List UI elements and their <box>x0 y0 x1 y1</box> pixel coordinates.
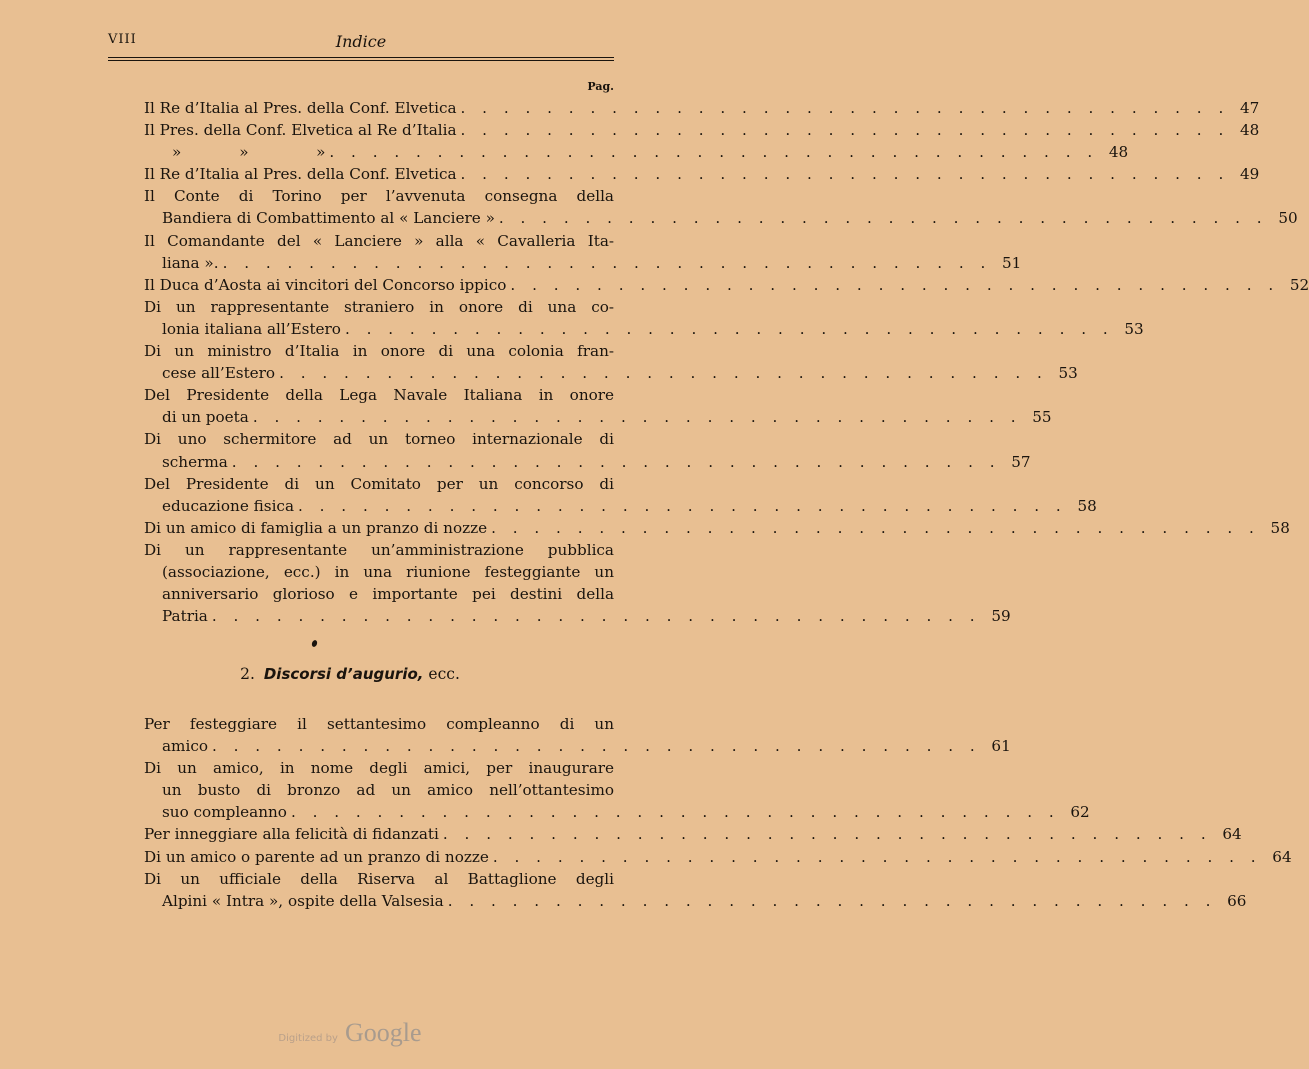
entry-text: Di un amico o parente ad un pranzo di nozze <box>144 847 489 866</box>
entry-text: lonia italiana all’Estero <box>162 319 341 338</box>
page-reference: 64 <box>1272 847 1292 866</box>
entry-line <box>144 252 1022 274</box>
entry-line <box>144 340 614 362</box>
index-entry <box>144 713 1011 757</box>
entry-text: Di un ufficiale della Riserva al Battaglione degli <box>144 869 614 888</box>
watermark-small-text: Digitized by <box>278 1033 338 1044</box>
index-list-section-1 <box>144 97 1309 627</box>
entry-line <box>144 141 1129 163</box>
entry-text: Il Conte di Torino per l’avvenuta consegna della <box>144 187 614 206</box>
running-header <box>108 32 614 54</box>
index-entry <box>144 428 1031 472</box>
entry-text: Del Presidente della Lega Navale Italiana in onore <box>144 386 614 405</box>
dot-leader: . . . . . . . . . . . . . . . . . . . . . . . . . . . . . . . . . . . . <box>298 496 1067 515</box>
page-reference: 59 <box>991 607 1011 626</box>
index-entry <box>144 384 1052 428</box>
index-entry <box>144 230 1022 274</box>
entry-line <box>144 451 1031 473</box>
page-reference: 57 <box>1011 452 1031 471</box>
entry-line <box>144 779 614 801</box>
dot-leader: . . . . . . . . . . . . . . . . . . . . . . . . . . . . . . . . . . . . <box>460 121 1230 140</box>
entry-line <box>144 97 1260 119</box>
digitization-watermark <box>0 1018 700 1048</box>
index-entry <box>144 517 1290 539</box>
entry-line <box>144 713 614 735</box>
ink-mark <box>311 639 318 647</box>
entry-text: Per festeggiare il settantesimo compleanno di un <box>144 715 614 733</box>
entry-line <box>144 495 1097 517</box>
entry-text: educazione fisica <box>162 496 294 515</box>
dot-leader: . . . . . . . . . . . . . . . . . . . . . . . . . . . . . . . . . . . . <box>442 825 1212 844</box>
index-entry <box>144 296 1144 340</box>
entry-line <box>144 296 614 318</box>
entry-line <box>144 823 1242 845</box>
index-entry <box>144 185 1298 229</box>
page-reference: 52 <box>1289 275 1309 294</box>
entry-line <box>144 605 1011 627</box>
entry-line <box>144 868 614 890</box>
page-reference: 48 <box>1108 143 1129 162</box>
entry-text: Il Re d’Italia al Pres. della Conf. Elvetica <box>144 165 457 184</box>
entry-line <box>144 406 1052 428</box>
dot-leader: . . . . . . . . . . . . . . . . . . . . . . . . . . . . . . . . . . . . <box>460 165 1230 184</box>
entry-text: Il Pres. della Conf. Elvetica al Re d’Italia <box>144 121 457 140</box>
entry-text: Di un amico, in nome degli amici, per inaugurare <box>144 759 614 778</box>
index-entry <box>144 539 1011 627</box>
entry-text: Il Duca d’Aosta ai vincitori del Concorso ippico <box>144 275 507 294</box>
entry-line <box>144 561 614 583</box>
entry-line <box>144 801 1090 823</box>
entry-text: anniversario glorioso e importante pei destini della <box>162 585 614 604</box>
entry-line <box>144 274 1309 296</box>
dot-leader: . . . . . . . . . . . . . . . . . . . . . . . . . . . . . . . . . . . . <box>290 803 1060 822</box>
page-reference: 61 <box>991 737 1011 756</box>
entry-line <box>144 583 614 605</box>
entry-line <box>144 735 1011 757</box>
page-reference: 48 <box>1239 121 1260 140</box>
dot-leader: . . . . . . . . . . . . . . . . . . . . . . . . . . . . . . . . . . . . <box>491 518 1260 537</box>
entry-line <box>144 517 1290 539</box>
page-reference: 53 <box>1058 364 1078 383</box>
dot-leader: . . . . . . . . . . . . . . . . . . . . . . . . . . . . . . . . . . . . <box>211 737 981 756</box>
page-reference: 47 <box>1239 99 1260 117</box>
index-entry <box>144 119 1260 141</box>
entry-line <box>144 119 1260 141</box>
entry-line <box>144 757 614 779</box>
index-entry <box>144 473 1097 517</box>
section-title-rest: ecc. <box>428 665 460 683</box>
dot-leader: . . . . . . . . . . . . . . . . . . . . . . . . . . . . . . . . . . . . <box>231 452 1001 471</box>
dot-leader: . . . . . . . . . . . . . . . . . . . . . . . . . . . . . . . . . . . . <box>344 319 1114 338</box>
entry-line <box>144 185 614 207</box>
entry-text: Bandiera di Combattimento al « Lanciere » <box>162 209 495 228</box>
page-column-label: Pag. <box>587 80 614 93</box>
page-reference: 66 <box>1227 891 1247 910</box>
index-entry <box>144 846 1292 868</box>
entry-line <box>144 230 614 252</box>
running-title: Indice <box>335 32 387 51</box>
dot-leader: . . . . . . . . . . . . . . . . . . . . . . . . . . . . . . . . . . . . <box>447 891 1217 910</box>
dot-leader: . . . . . . . . . . . . . . . . . . . . . . . . . . . . . . . . . . . . <box>460 99 1230 117</box>
page-reference: 62 <box>1070 803 1090 822</box>
page-reference: 50 <box>1278 209 1298 228</box>
dot-leader: . . . . . . . . . . . . . . . . . . . . . . . . . . . . . . . . . . . . <box>329 143 1099 162</box>
page-reference: 53 <box>1124 319 1144 338</box>
page-reference: 58 <box>1077 496 1097 515</box>
entry-text: Il Re d’Italia al Pres. della Conf. Elvetica <box>144 99 457 117</box>
dot-leader: . . . . . . . . . . . . . . . . . . . . . . . . . . . . . . . . . . . . <box>492 847 1262 866</box>
section-heading <box>0 665 700 683</box>
index-entry <box>144 163 1260 185</box>
entry-line <box>144 362 1078 384</box>
entry-text: cese all’Estero <box>162 364 276 383</box>
dot-leader: . . . . . . . . . . . . . . . . . . . . . . . . . . . . . . . . . . . . <box>498 209 1268 228</box>
entry-line <box>144 207 1298 229</box>
entry-text: Il Comandante del « Lanciere » alla « Cavalleria Ita- <box>144 231 614 250</box>
entry-text: di un poeta <box>162 408 249 427</box>
dot-leader: . . . . . . . . . . . . . . . . . . . . . . . . . . . . . . . . . . . . <box>252 408 1022 427</box>
entry-line <box>144 163 1260 185</box>
index-entry <box>144 823 1242 845</box>
entry-text: » » » <box>172 143 326 162</box>
page-reference: 49 <box>1239 165 1260 184</box>
index-entry <box>144 274 1309 296</box>
entry-text: Di uno schermitore ad un torneo internazionale di <box>144 430 614 449</box>
entry-text: Alpini « Intra », ospite della Valsesia <box>162 891 444 910</box>
entry-line <box>144 846 1292 868</box>
watermark-logo-text: Google <box>345 1018 422 1047</box>
index-entry <box>144 97 1260 119</box>
index-entry <box>144 757 1090 823</box>
dot-leader: . . . . . . . . . . . . . . . . . . . . . . . . . . . . . . . . . . . . <box>279 364 1048 383</box>
entry-text: scherma <box>162 452 228 471</box>
entry-line <box>144 539 614 561</box>
entry-text: (associazione, ecc.) in una riunione festeggiante un <box>162 562 614 581</box>
page-reference: 58 <box>1270 518 1290 537</box>
page-reference: 64 <box>1222 825 1242 844</box>
index-entry <box>144 141 1129 163</box>
entry-text: Di un amico di famiglia a un pranzo di nozze <box>144 518 488 537</box>
page-reference: 55 <box>1032 408 1052 427</box>
page-reference: 51 <box>1002 253 1022 272</box>
dot-leader: . . . . . . . . . . . . . . . . . . . . . . . . . . . . . . . . . . . . <box>510 275 1280 294</box>
entry-text: Del Presidente di un Comitato per un concorso di <box>144 474 614 493</box>
entry-text: Di un ministro d’Italia in onore di una colonia fran- <box>144 342 614 361</box>
entry-line <box>144 473 614 495</box>
entry-text: suo compleanno <box>162 803 287 822</box>
entry-text: Di un rappresentante un’amministrazione pubblica <box>144 540 614 559</box>
dot-leader: . . . . . . . . . . . . . . . . . . . . . . . . . . . . . . . . . . . . <box>211 607 981 626</box>
entry-line <box>144 384 614 406</box>
entry-line <box>144 428 614 450</box>
index-entry <box>144 340 1078 384</box>
header-rule-thin <box>108 60 614 61</box>
entry-text: Di un rappresentante straniero in onore di una co- <box>144 297 614 316</box>
index-entry <box>144 868 1247 912</box>
dot-leader: . . . . . . . . . . . . . . . . . . . . . . . . . . . . . . . . . . . . <box>222 253 992 272</box>
section-title-italic: Discorsi d’augurio, <box>263 665 424 683</box>
entry-text: Per inneggiare alla felicità di fidanzati <box>144 825 439 844</box>
header-rule-thick <box>108 57 614 58</box>
entry-text: amico <box>162 737 208 756</box>
page-number: VIII <box>108 32 137 47</box>
section-number: 2. <box>240 665 255 683</box>
index-list-section-2 <box>144 713 1292 912</box>
entry-text: liana ». <box>162 253 219 272</box>
entry-text: Patria <box>162 607 208 626</box>
entry-line <box>144 890 1247 912</box>
entry-line <box>144 318 1144 340</box>
entry-text: un busto di bronzo ad un amico nell’ottantesimo <box>162 781 614 800</box>
